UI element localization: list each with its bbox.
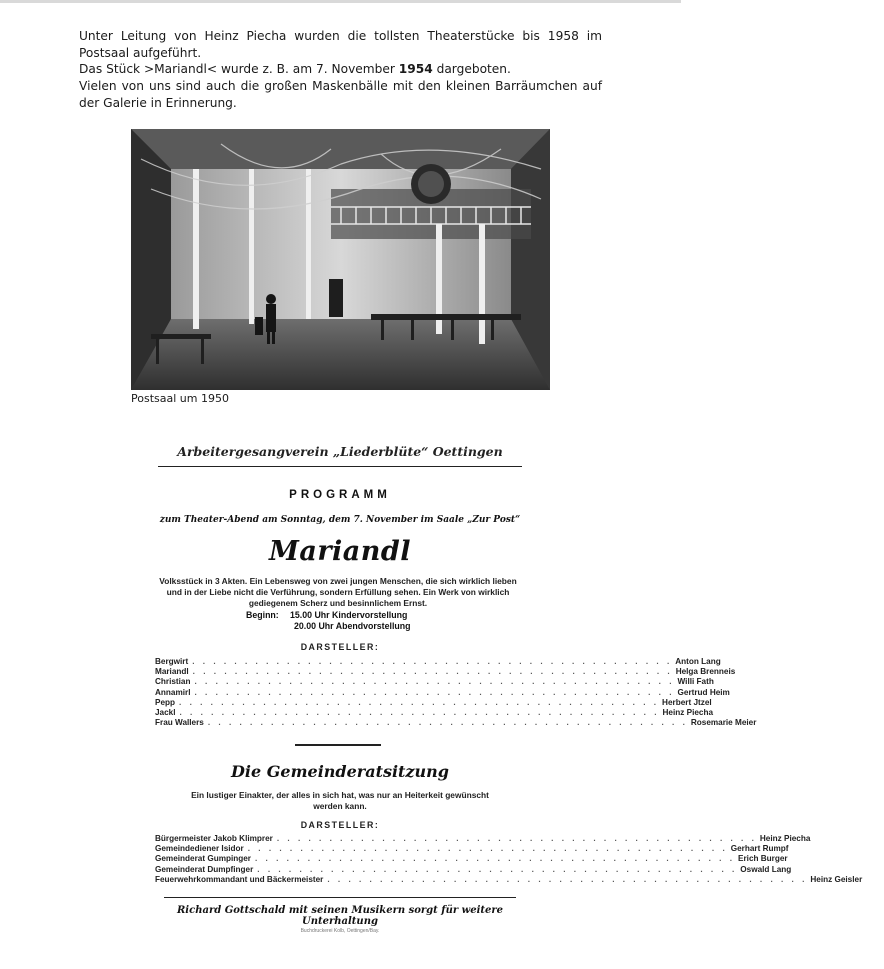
intro-year-bold: 1954 — [398, 62, 433, 77]
divider-middle — [295, 744, 381, 746]
cast-row — [155, 864, 792, 875]
dot-leader: . . . . . . . . . . . . . . . . . . . . . . . . . . . . . . . . . . . . . . . . . . . . . . — [207, 718, 688, 728]
cast-actor: Herbert Jtzel — [662, 697, 712, 707]
cast-actor: Erich Burger — [738, 854, 788, 864]
cast-role: Gemeinderat Gumpinger — [155, 854, 251, 864]
cast-row — [155, 667, 736, 677]
dot-leader: . . . . . . . . . . . . . . . . . . . . . . . . . . . . . . . . . . . . . . . . . . . . . . — [192, 667, 673, 677]
photo-caption: Postsaal um 1950 — [131, 392, 229, 405]
dot-leader: . . . . . . . . . . . . . . . . . . . . . . . . . . . . . . . . . . . . . . . . . . . . . . — [194, 687, 675, 697]
cast2-heading: DARSTELLER: — [300, 820, 380, 830]
cast-row — [155, 844, 789, 854]
cast-role: Bürgermeister Jakob Klimprer — [155, 834, 273, 843]
cast-actor: Anton Lang — [675, 657, 721, 666]
divider-top — [158, 466, 522, 467]
cast-row — [155, 657, 721, 667]
cast-actor: Rosemarie Meier — [690, 718, 757, 728]
cast-row — [155, 874, 863, 885]
dot-leader: . . . . . . . . . . . . . . . . . . . . . . . . . . . . . . . . . . . . . . . . . . . . . . — [179, 708, 660, 718]
cast-role: Feuerwehrkommandant und Bäckermeister — [155, 874, 324, 884]
show-times — [246, 610, 411, 632]
play2-description: Ein lustiger Einakter, der alles in sich hat, was nur an Heiterkeit gewünscht werden kann. — [191, 790, 489, 811]
page-top-border — [0, 0, 681, 3]
cast-actor: Heinz Piecha — [662, 708, 714, 718]
organizer-name: Arbeitergesangverein „Liederblüte“ Oettingen — [177, 444, 503, 459]
cast-list — [155, 657, 757, 728]
cast-actor: Helga Brenneis — [675, 667, 736, 677]
cast-role: Mariandl — [155, 667, 189, 677]
cast-role: Gemeindediener Isidor — [155, 844, 244, 854]
show-time-1: 15.00 Uhr Kindervorstellung — [290, 610, 408, 620]
play-title: Mariandl — [268, 536, 412, 567]
cast-row — [155, 697, 712, 708]
cast-actor: Heinz Geisler — [810, 874, 863, 884]
footer-note: Richard Gottschald mit seinen Musikern sorgt für weitere Unterhaltung — [177, 905, 503, 927]
cast-heading: DARSTELLER: — [300, 642, 380, 652]
play-description: Volksstück in 3 Akten. Ein Lebensweg von zwei jungen Menschen, die sich wirklich lieben und in der Liebe nicht die Verführung, sondern Erfüllung sehen. Ein Werk von wirklich gediegenem Scherz und besinnlichem Ernst. — [159, 576, 517, 608]
cast-row — [155, 677, 714, 687]
cast-actor: Gertrud Heim — [677, 687, 730, 697]
dot-leader: . . . . . . . . . . . . . . . . . . . . . . . . . . . . . . . . . . . . . . . . . . . . . . — [257, 864, 738, 874]
cast-row — [155, 854, 788, 864]
cast-actor: Oswald Lang — [740, 864, 792, 874]
cast2-list — [155, 834, 863, 885]
cast-role: Annamirl — [155, 687, 191, 697]
dot-leader: . . . . . . . . . . . . . . . . . . . . . . . . . . . . . . . . . . . . . . . . . . . . . . — [247, 844, 728, 854]
program-title: PROGRAMM — [289, 489, 391, 501]
show-time-row-1 — [246, 610, 411, 621]
dot-leader: . . . . . . . . . . . . . . . . . . . . . . . . . . . . . . . . . . . . . . . . . . . . . . — [179, 697, 660, 707]
show-time-2: 20.00 Uhr Abendvorstellung — [294, 621, 411, 631]
hall-photo-illustration — [131, 129, 550, 390]
cast-row — [155, 687, 730, 698]
cast-row — [155, 708, 714, 718]
cast-row — [155, 718, 757, 728]
cast-row — [155, 834, 811, 844]
dot-leader: . . . . . . . . . . . . . . . . . . . . . . . . . . . . . . . . . . . . . . . . . . . . . . — [276, 834, 757, 843]
cast-actor: Heinz Piecha — [759, 834, 811, 843]
dot-leader: . . . . . . . . . . . . . . . . . . . . . . . . . . . . . . . . . . . . . . . . . . . . . . — [255, 854, 736, 864]
cast-role: Gemeinderat Dumpfinger — [155, 864, 254, 874]
play2-title: Die Gemeinderatsitzung — [231, 762, 449, 781]
program-subtitle: zum Theater-Abend am Sonntag, dem 7. November im Saale „Zur Post“ — [159, 515, 521, 525]
intro-line-3: Vielen von uns sind auch die großen Maskenbälle mit den kleinen Barräumchen auf der Galerie in Erinnerung. — [79, 79, 602, 110]
cast-actor: Gerhart Rumpf — [730, 844, 789, 854]
dot-leader: . . . . . . . . . . . . . . . . . . . . . . . . . . . . . . . . . . . . . . . . . . . . . . — [327, 874, 808, 884]
intro-line-2 — [79, 61, 602, 78]
cast-role: Christian — [155, 677, 191, 687]
postsaal-photo — [131, 129, 550, 390]
dot-leader: . . . . . . . . . . . . . . . . . . . . . . . . . . . . . . . . . . . . . . . . . . . . . . — [194, 677, 675, 687]
intro-text — [79, 28, 602, 112]
cast-actor: Willi Fath — [677, 677, 714, 687]
printer-imprint: Buchdruckerei Kolb, Oettingen/Bay. — [300, 928, 380, 934]
intro-line-2-end: dargeboten. — [432, 62, 511, 77]
program-leaflet — [150, 436, 863, 936]
cast-role: Pepp — [155, 697, 176, 707]
intro-line-1: Unter Leitung von Heinz Piecha wurden die tollsten Theaterstücke bis 1958 im Postsaal aufgeführt. — [79, 29, 602, 60]
cast-role: Bergwirt — [155, 657, 189, 666]
divider-bottom — [164, 897, 516, 898]
begin-label: Beginn: — [246, 610, 279, 620]
dot-leader: . . . . . . . . . . . . . . . . . . . . . . . . . . . . . . . . . . . . . . . . . . . . . . — [192, 657, 673, 666]
cast-role: Jackl — [155, 708, 176, 718]
cast-role: Frau Wallers — [155, 718, 204, 728]
intro-line-2-start: Das Stück >Mariandl< wurde z. B. am 7. November — [79, 62, 399, 77]
